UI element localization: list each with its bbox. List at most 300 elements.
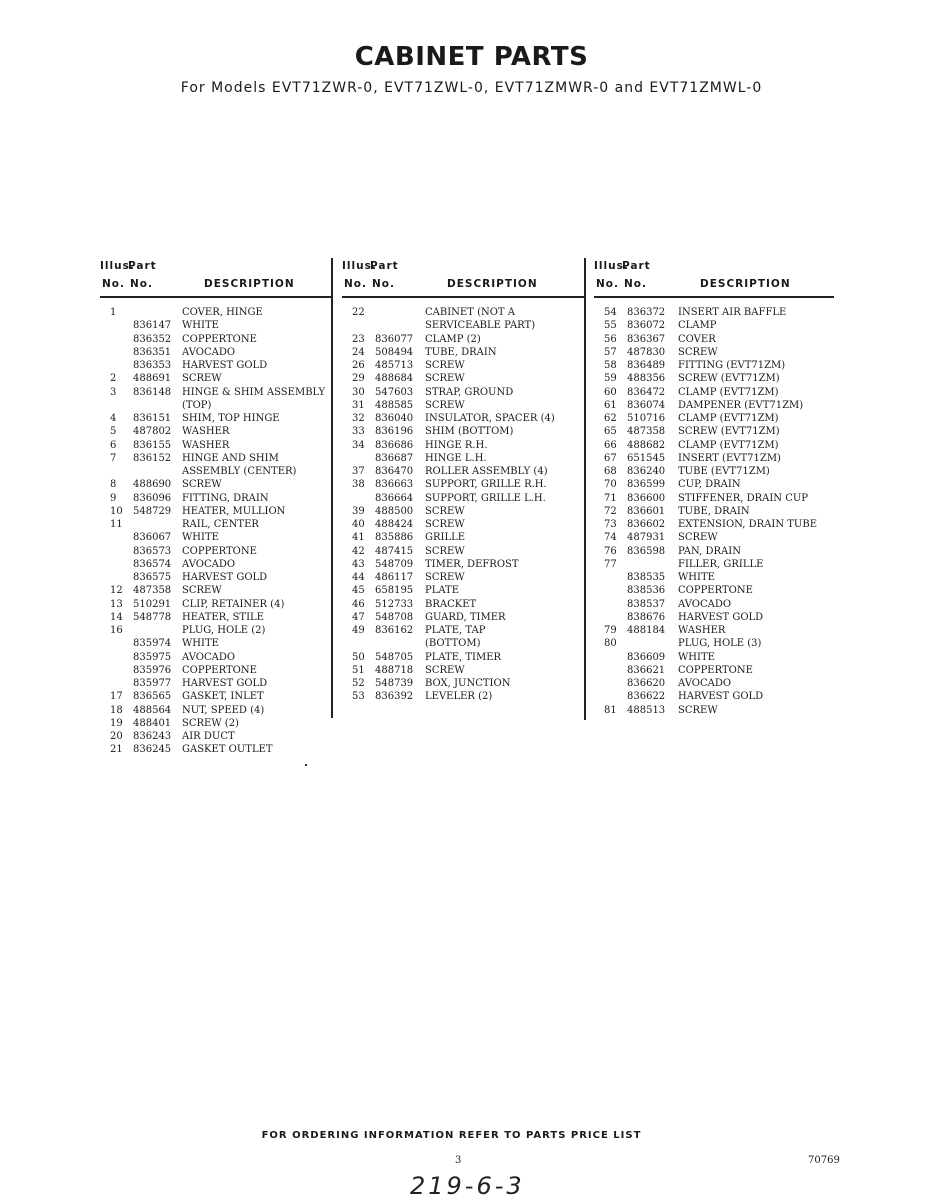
part-description: COPPERTONE	[182, 545, 257, 557]
part-number: 547603	[375, 386, 414, 398]
part-number: 836367	[627, 333, 666, 345]
part-row	[100, 690, 332, 703]
part-description: STIFFENER, DRAIN CUP	[678, 492, 809, 504]
part-description: SUPPORT, GRILLE L.H.	[425, 492, 546, 504]
part-number: 836601	[627, 505, 666, 517]
part-number: 835886	[375, 532, 414, 544]
part-row	[342, 531, 585, 544]
illus-number: 66	[604, 439, 617, 451]
part-row	[342, 505, 585, 518]
part-description: SCREW	[425, 373, 465, 385]
illus-number: 57	[604, 346, 617, 358]
part-row	[100, 399, 332, 412]
part-header-top: Part	[622, 260, 651, 272]
part-row	[342, 333, 585, 346]
part-description: AVOCADO	[678, 678, 732, 689]
part-number: 836151	[133, 413, 172, 424]
part-description: PLUG, HOLE (3)	[678, 638, 762, 650]
part-description: HINGE R.H.	[425, 439, 488, 451]
part-number: 836686	[375, 439, 414, 451]
illus-number: 22	[352, 307, 365, 318]
illus-number: 40	[352, 519, 365, 530]
part-number: 835977	[133, 678, 172, 689]
header-rule	[100, 296, 332, 298]
part-row	[342, 558, 585, 571]
part-number: 488356	[627, 373, 666, 385]
part-description: SCREW (EVT71ZM)	[678, 373, 780, 385]
part-description: SCREW	[182, 479, 222, 491]
part-description: PLUG, HOLE (2)	[182, 625, 266, 636]
part-description: WHITE	[182, 532, 219, 544]
part-number: 487358	[627, 426, 666, 438]
illus-number: 79	[604, 625, 617, 636]
part-number: 836152	[133, 452, 172, 464]
part-number: 488684	[375, 373, 414, 385]
part-row	[100, 425, 332, 438]
part-number: 485713	[375, 360, 414, 371]
part-row	[594, 439, 834, 452]
part-row	[342, 651, 585, 664]
part-number: 487358	[133, 585, 172, 597]
parts-rows	[342, 306, 585, 704]
part-description: (BOTTOM)	[425, 638, 481, 650]
part-row	[342, 439, 585, 452]
part-description: SCREW	[182, 373, 222, 385]
part-number: 836372	[627, 307, 666, 318]
part-row	[594, 637, 834, 650]
illus-number: 26	[352, 360, 365, 371]
part-number: 488690	[133, 479, 172, 491]
illus-number: 70	[604, 479, 617, 491]
part-number: 836598	[627, 545, 666, 557]
part-description: SCREW	[425, 399, 465, 411]
illus-number: 4	[110, 413, 117, 424]
part-description: STRAP, GROUND	[425, 386, 514, 398]
part-description: CLAMP (EVT71ZM)	[678, 439, 779, 451]
illus-number: 71	[604, 492, 617, 504]
part-description: SCREW (EVT71ZM)	[678, 426, 780, 438]
part-row	[594, 571, 834, 584]
part-number: 836472	[627, 386, 666, 398]
illus-number: 56	[604, 333, 617, 345]
part-description: BOX, JUNCTION	[425, 678, 511, 689]
part-row	[594, 399, 834, 412]
part-row	[100, 412, 332, 425]
part-row	[342, 319, 585, 332]
part-row	[100, 743, 332, 756]
part-description: SCREW	[425, 519, 465, 530]
illus-number: 30	[352, 386, 365, 398]
part-number: 487830	[627, 346, 666, 358]
description-header: DESCRIPTION	[204, 278, 295, 290]
illus-number: 47	[352, 611, 365, 623]
part-row	[100, 319, 332, 332]
illus-header-top: Illus.	[342, 260, 377, 272]
part-row	[594, 505, 834, 518]
part-row	[100, 704, 332, 717]
illus-number: 59	[604, 373, 617, 385]
part-description: EXTENSION, DRAIN TUBE	[678, 519, 817, 530]
illus-number: 74	[604, 532, 617, 544]
part-number: 488513	[627, 704, 666, 716]
illus-number: 1	[110, 307, 117, 318]
part-row	[100, 439, 332, 452]
part-row	[342, 571, 585, 584]
part-number: 836148	[133, 386, 172, 398]
part-row	[594, 425, 834, 438]
part-header-top: Part	[370, 260, 399, 272]
part-row	[342, 690, 585, 703]
part-row	[594, 465, 834, 478]
illus-number: 68	[604, 466, 617, 477]
part-description: HINGE AND SHIM	[182, 452, 279, 464]
part-row	[342, 346, 585, 359]
part-row	[342, 372, 585, 385]
parts-rows	[594, 306, 834, 717]
illus-number: 39	[352, 505, 365, 517]
illus-number: 62	[604, 413, 617, 424]
part-row	[100, 359, 332, 372]
part-description: SCREW	[425, 664, 465, 676]
part-number: 487415	[375, 545, 414, 557]
illus-number: 24	[352, 346, 365, 358]
illus-number: 34	[352, 439, 365, 451]
illus-number: 76	[604, 545, 617, 557]
header-rule	[342, 296, 585, 298]
illus-header-bottom: No.	[102, 278, 125, 290]
part-description: GRILLE	[425, 532, 466, 544]
part-row	[100, 492, 332, 505]
part-row	[100, 598, 332, 611]
part-number: 836155	[133, 439, 172, 451]
part-number: 836072	[627, 320, 666, 332]
part-number: 838535	[627, 572, 666, 583]
part-row	[100, 558, 332, 571]
part-row	[100, 545, 332, 558]
part-description: HINGE & SHIM ASSEMBLY	[182, 386, 326, 398]
part-description: CLAMP (EVT71ZM)	[678, 413, 779, 424]
description-header: DESCRIPTION	[700, 278, 791, 290]
illus-header-top: Illus.	[100, 260, 135, 272]
parts-column-1	[100, 258, 332, 757]
part-row	[100, 386, 332, 399]
illus-number: 53	[352, 691, 365, 703]
part-number: 836147	[133, 320, 172, 332]
part-number: 836240	[627, 466, 666, 477]
part-description: HEATER, STILE	[182, 611, 264, 623]
part-description: WHITE	[678, 651, 715, 663]
illus-number: 54	[604, 307, 617, 318]
illus-number: 21	[110, 744, 123, 756]
speck	[305, 764, 307, 766]
part-row	[342, 677, 585, 690]
column-header	[342, 258, 585, 300]
part-number: 835974	[133, 638, 172, 650]
part-number: 508494	[375, 346, 414, 358]
part-row	[594, 306, 834, 319]
part-description: COPPERTONE	[182, 664, 257, 676]
part-header-top: Part	[128, 260, 157, 272]
part-header-bottom: No.	[624, 278, 647, 290]
illus-number: 50	[352, 651, 365, 663]
part-number: 488564	[133, 704, 172, 716]
part-description: INSERT AIR BAFFLE	[678, 307, 787, 318]
part-row	[594, 598, 834, 611]
part-row	[100, 624, 332, 637]
part-description: CUP, DRAIN	[678, 479, 741, 491]
part-description: HARVEST GOLD	[182, 678, 268, 689]
part-row	[342, 412, 585, 425]
part-row	[342, 637, 585, 650]
part-number: 836575	[133, 572, 172, 583]
part-row	[594, 359, 834, 372]
page-subtitle: For Models EVT71ZWR-0, EVT71ZWL-0, EVT71ZMWR-0 and EVT71ZMWL-0	[180, 80, 763, 96]
illus-number: 41	[352, 532, 365, 544]
part-number: 658195	[375, 585, 414, 597]
part-row	[100, 518, 332, 531]
illus-number: 46	[352, 598, 365, 610]
handwritten-note: 219-6-3	[410, 1172, 525, 1200]
illus-number: 11	[110, 519, 123, 530]
part-row	[342, 584, 585, 597]
illus-number: 2	[110, 373, 117, 385]
part-description: TUBE (EVT71ZM)	[678, 466, 770, 477]
part-row	[100, 677, 332, 690]
part-number: 488424	[375, 519, 414, 530]
part-description: SCREW	[425, 545, 465, 557]
part-row	[342, 611, 585, 624]
part-row	[342, 518, 585, 531]
part-row	[100, 651, 332, 664]
part-number: 836620	[627, 678, 666, 689]
document-code: 70769	[808, 1155, 840, 1166]
part-row	[594, 558, 834, 571]
part-description: FITTING (EVT71ZM)	[678, 360, 786, 371]
part-number: 836622	[627, 691, 666, 703]
part-description: INSULATOR, SPACER (4)	[425, 413, 555, 424]
part-description: SCREW	[425, 572, 465, 583]
part-row	[100, 637, 332, 650]
part-row	[100, 372, 332, 385]
part-row	[342, 386, 585, 399]
part-number: 838537	[627, 598, 666, 610]
part-description: PLATE	[425, 585, 460, 597]
part-row	[100, 346, 332, 359]
part-number: 510716	[627, 413, 666, 424]
part-row	[594, 531, 834, 544]
part-description: GASKET OUTLET	[182, 744, 273, 756]
description-header: DESCRIPTION	[447, 278, 538, 290]
part-description: TIMER, DEFROST	[425, 558, 519, 570]
part-description: CABINET (NOT A	[425, 307, 515, 318]
illus-number: 37	[352, 466, 365, 477]
part-row	[342, 664, 585, 677]
header-rule	[594, 296, 834, 298]
illus-number: 77	[604, 558, 617, 570]
part-row	[100, 452, 332, 465]
part-description: GASKET, INLET	[182, 691, 264, 703]
part-row	[100, 611, 332, 624]
part-number: 836664	[375, 492, 414, 504]
part-row	[100, 306, 332, 319]
part-row	[594, 333, 834, 346]
part-row	[100, 478, 332, 491]
part-description: DAMPENER (EVT71ZM)	[678, 399, 804, 411]
part-number: 835976	[133, 664, 172, 676]
illus-number: 7	[110, 452, 117, 464]
part-number: 548729	[133, 505, 172, 517]
part-description: WHITE	[182, 638, 219, 650]
illus-number: 29	[352, 373, 365, 385]
part-number: 488682	[627, 439, 666, 451]
part-description: INSERT (EVT71ZM)	[678, 452, 781, 464]
part-description: TUBE, DRAIN	[678, 505, 750, 517]
part-number: 510291	[133, 598, 172, 610]
illus-number: 61	[604, 399, 617, 411]
parts-column-3	[594, 258, 834, 717]
illus-number: 67	[604, 452, 617, 464]
part-description: SCREW	[425, 505, 465, 517]
part-number: 548705	[375, 651, 414, 663]
part-number: 835975	[133, 651, 172, 663]
illus-number: 14	[110, 611, 123, 623]
illus-number: 72	[604, 505, 617, 517]
illus-number: 18	[110, 704, 123, 716]
part-description: SUPPORT, GRILLE R.H.	[425, 479, 547, 491]
part-number: 836077	[375, 333, 414, 345]
part-row	[100, 531, 332, 544]
part-number: 488718	[375, 664, 414, 676]
part-row	[594, 386, 834, 399]
part-description: WASHER	[182, 426, 230, 438]
part-description: COVER, HINGE	[182, 307, 263, 318]
part-number: 836352	[133, 333, 172, 345]
part-row	[594, 545, 834, 558]
part-description: CLAMP (2)	[425, 333, 481, 345]
illus-number: 5	[110, 426, 117, 438]
part-description: CLAMP (EVT71ZM)	[678, 386, 779, 398]
column-header	[594, 258, 834, 300]
illus-header-top: Illus.	[594, 260, 629, 272]
part-row	[100, 571, 332, 584]
part-row	[342, 359, 585, 372]
part-number: 488691	[133, 373, 172, 385]
part-row	[594, 372, 834, 385]
part-number: 548709	[375, 558, 414, 570]
part-number: 548708	[375, 611, 414, 623]
part-number: 836602	[627, 519, 666, 530]
part-number: 836573	[133, 545, 172, 557]
part-row	[594, 478, 834, 491]
part-row	[342, 492, 585, 505]
part-description: ASSEMBLY (CENTER)	[182, 466, 297, 477]
part-number: 512733	[375, 598, 414, 610]
part-row	[342, 545, 585, 558]
part-row	[342, 452, 585, 465]
part-description: WASHER	[182, 439, 230, 451]
part-row	[594, 611, 834, 624]
part-number: 838676	[627, 611, 666, 623]
part-number: 836621	[627, 664, 666, 676]
illus-number: 23	[352, 333, 365, 345]
part-number: 836470	[375, 466, 414, 477]
illus-number: 19	[110, 717, 123, 729]
part-description: HARVEST GOLD	[182, 360, 268, 371]
part-row	[342, 598, 585, 611]
part-number: 836663	[375, 479, 414, 491]
part-row	[594, 518, 834, 531]
part-description: COVER	[678, 333, 716, 345]
part-number: 488401	[133, 717, 172, 729]
illus-number: 52	[352, 678, 365, 689]
part-description: SCREW	[678, 532, 718, 544]
part-row	[342, 425, 585, 438]
part-row	[100, 730, 332, 743]
part-number: 836609	[627, 651, 666, 663]
part-number: 836245	[133, 744, 172, 756]
part-row	[100, 465, 332, 478]
part-number: 836599	[627, 479, 666, 491]
illus-number: 55	[604, 320, 617, 332]
parts-rows	[100, 306, 332, 757]
illus-number: 60	[604, 386, 617, 398]
part-row	[594, 677, 834, 690]
part-description: PAN, DRAIN	[678, 545, 741, 557]
part-number: 487802	[133, 426, 172, 438]
part-number: 548778	[133, 611, 172, 623]
illus-number: 31	[352, 399, 365, 411]
part-description: AVOCADO	[182, 651, 236, 663]
illus-number: 45	[352, 585, 365, 597]
illus-number: 42	[352, 545, 365, 557]
part-number: 836574	[133, 558, 172, 570]
part-number: 836392	[375, 691, 414, 703]
part-description: HARVEST GOLD	[678, 691, 764, 703]
part-description: AVOCADO	[182, 346, 236, 358]
part-number: 836040	[375, 413, 414, 424]
part-row	[100, 664, 332, 677]
illus-number: 73	[604, 519, 617, 530]
part-row	[594, 346, 834, 359]
column-header	[100, 258, 332, 300]
part-header-bottom: No.	[130, 278, 153, 290]
part-row	[342, 399, 585, 412]
part-row	[594, 584, 834, 597]
part-description: SCREW	[678, 704, 718, 716]
part-number: 488585	[375, 399, 414, 411]
part-description: (TOP)	[182, 399, 212, 411]
illus-number: 38	[352, 479, 365, 491]
part-description: PLATE, TAP	[425, 625, 486, 636]
part-number: 836074	[627, 399, 666, 411]
part-number: 836243	[133, 731, 172, 742]
illus-number: 43	[352, 558, 365, 570]
part-description: WASHER	[678, 625, 726, 636]
illus-number: 32	[352, 413, 365, 424]
part-number: 836351	[133, 346, 172, 358]
part-description: RAIL, CENTER	[182, 519, 259, 530]
part-row	[100, 717, 332, 730]
part-row	[100, 505, 332, 518]
part-description: HEATER, MULLION	[182, 505, 286, 517]
part-description: SHIM (BOTTOM)	[425, 426, 514, 438]
part-description: HINGE L.H.	[425, 452, 487, 464]
part-description: GUARD, TIMER	[425, 611, 506, 623]
part-number: 487931	[627, 532, 666, 544]
part-description: COPPERTONE	[182, 333, 257, 345]
part-description: SCREW (2)	[182, 717, 239, 729]
part-description: SCREW	[182, 585, 222, 597]
